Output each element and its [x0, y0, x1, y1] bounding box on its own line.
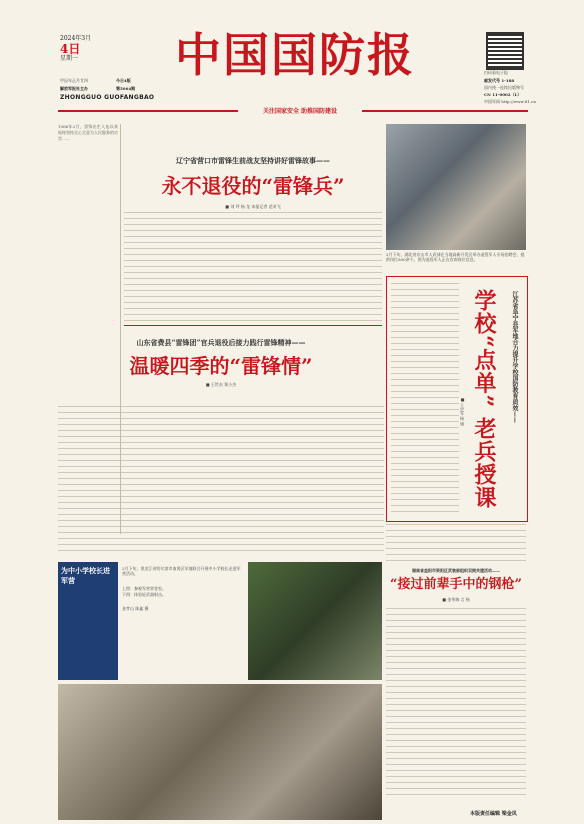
- left-column-intro: 1966年2月，雷锋出生入伍以来始终坚持全心全意为人民服务的宗旨……: [58, 124, 118, 142]
- lunar-date: 甲辰年正月廿四: [60, 78, 88, 83]
- photo-spread-caption-3: 下图：体验轻武器射击。: [122, 592, 166, 597]
- slogan: 关注国家安全 助推国防建设: [262, 108, 338, 115]
- feature-body-lower: [386, 524, 526, 564]
- weekday: 星期一: [60, 55, 79, 62]
- photo-job-fair: [386, 124, 526, 250]
- date-year-month: 2024年3月: [60, 35, 92, 42]
- article-2-body: [58, 406, 384, 556]
- photo-spread-banner: [58, 562, 118, 680]
- issue-number: 第5064期: [116, 86, 136, 91]
- qr-caption: 扫码看电子报: [484, 70, 508, 75]
- photo-spread-caption-2: 上图：参观军营荣誉室。: [122, 586, 166, 591]
- masthead-rule-right: [362, 110, 528, 112]
- feature-body: [391, 283, 459, 513]
- photo-job-fair-caption: 2月下旬，湖北省京山市人武部在当地高新开发区举办退役军人专场招聘会，提供岗位500余个。图为退役军人正在咨询岗位信息。: [386, 252, 525, 262]
- article-2-headline: 温暖四季的“雷锋情”: [129, 354, 313, 378]
- feature-headline: 学校“点单” 老兵授课: [471, 289, 497, 509]
- article-1-kicker: 辽宁省营口市雷锋生前战友坚持讲好雷锋故事——: [176, 156, 330, 165]
- masthead: [0, 0, 584, 118]
- article-2-kicker: 山东省费县“雷锋团”官兵退役后接力践行雷锋精神——: [136, 338, 306, 347]
- edition-count: 今日4版: [116, 78, 131, 83]
- feature-subhead: 江苏省阜宁县军地合力提升学校国防教育质效——: [511, 291, 518, 423]
- photo-rifle-shooting: [58, 684, 382, 820]
- article-3-kicker: 湖南省益阳市资阳区武装部组织双拥共建活动——: [412, 568, 500, 573]
- article-3-body: [386, 608, 526, 798]
- qr-code[interactable]: [488, 34, 522, 68]
- masthead-pinyin: ZHONGGUO GUOFANGBAO: [60, 94, 155, 101]
- publisher: 解放军报社主办: [60, 86, 88, 91]
- article-1-byline: ■ 刘 坪 杨 龙 本报记者 范奇飞: [225, 204, 281, 209]
- postal-code: 邮发代号 1-188: [484, 78, 515, 83]
- photo-spread-caption-1: 2月下旬，黑龙江省哈尔滨市南岗区军地联合开展中小学校长走进军营活动。: [122, 566, 241, 576]
- photo-honor-room: [248, 562, 382, 680]
- website[interactable]: 中国军网 http://www.81.cn: [484, 99, 536, 104]
- article-2-top-rule: [124, 325, 382, 326]
- article-3: [386, 568, 526, 818]
- feature-box: [386, 276, 528, 522]
- feature-byline: ■ 王定军 杨 建: [460, 397, 465, 426]
- newspaper-logo: 中国国防报: [175, 28, 415, 82]
- photo-spread-title: 为中小学校长进军营: [61, 566, 110, 585]
- article-2-byline: ■ 王世东 郑小杰: [205, 382, 237, 387]
- cn-number: CN 11-0002（L）: [484, 92, 522, 97]
- article-1-headline: 永不退役的“雷锋兵”: [161, 174, 345, 198]
- footer-editor: [470, 810, 530, 817]
- article-1: [124, 124, 382, 322]
- footer-editor-text: 本版责任编辑 梁金凤: [470, 811, 517, 817]
- article-3-headline: “接过前辈手中的钢枪”: [390, 577, 522, 592]
- cn-number-label: 国内统一连续出版物号: [484, 85, 524, 90]
- photo-spread: [58, 562, 382, 820]
- date-day: 4日: [60, 42, 81, 56]
- photo-spread-credit: 金孝山 陈鑫 摄: [122, 606, 149, 611]
- article-3-byline: ■ 金华瑞 言 杨: [442, 597, 470, 602]
- article-2: [58, 330, 384, 560]
- masthead-rule-left: [58, 110, 238, 112]
- article-1-body: [124, 212, 382, 322]
